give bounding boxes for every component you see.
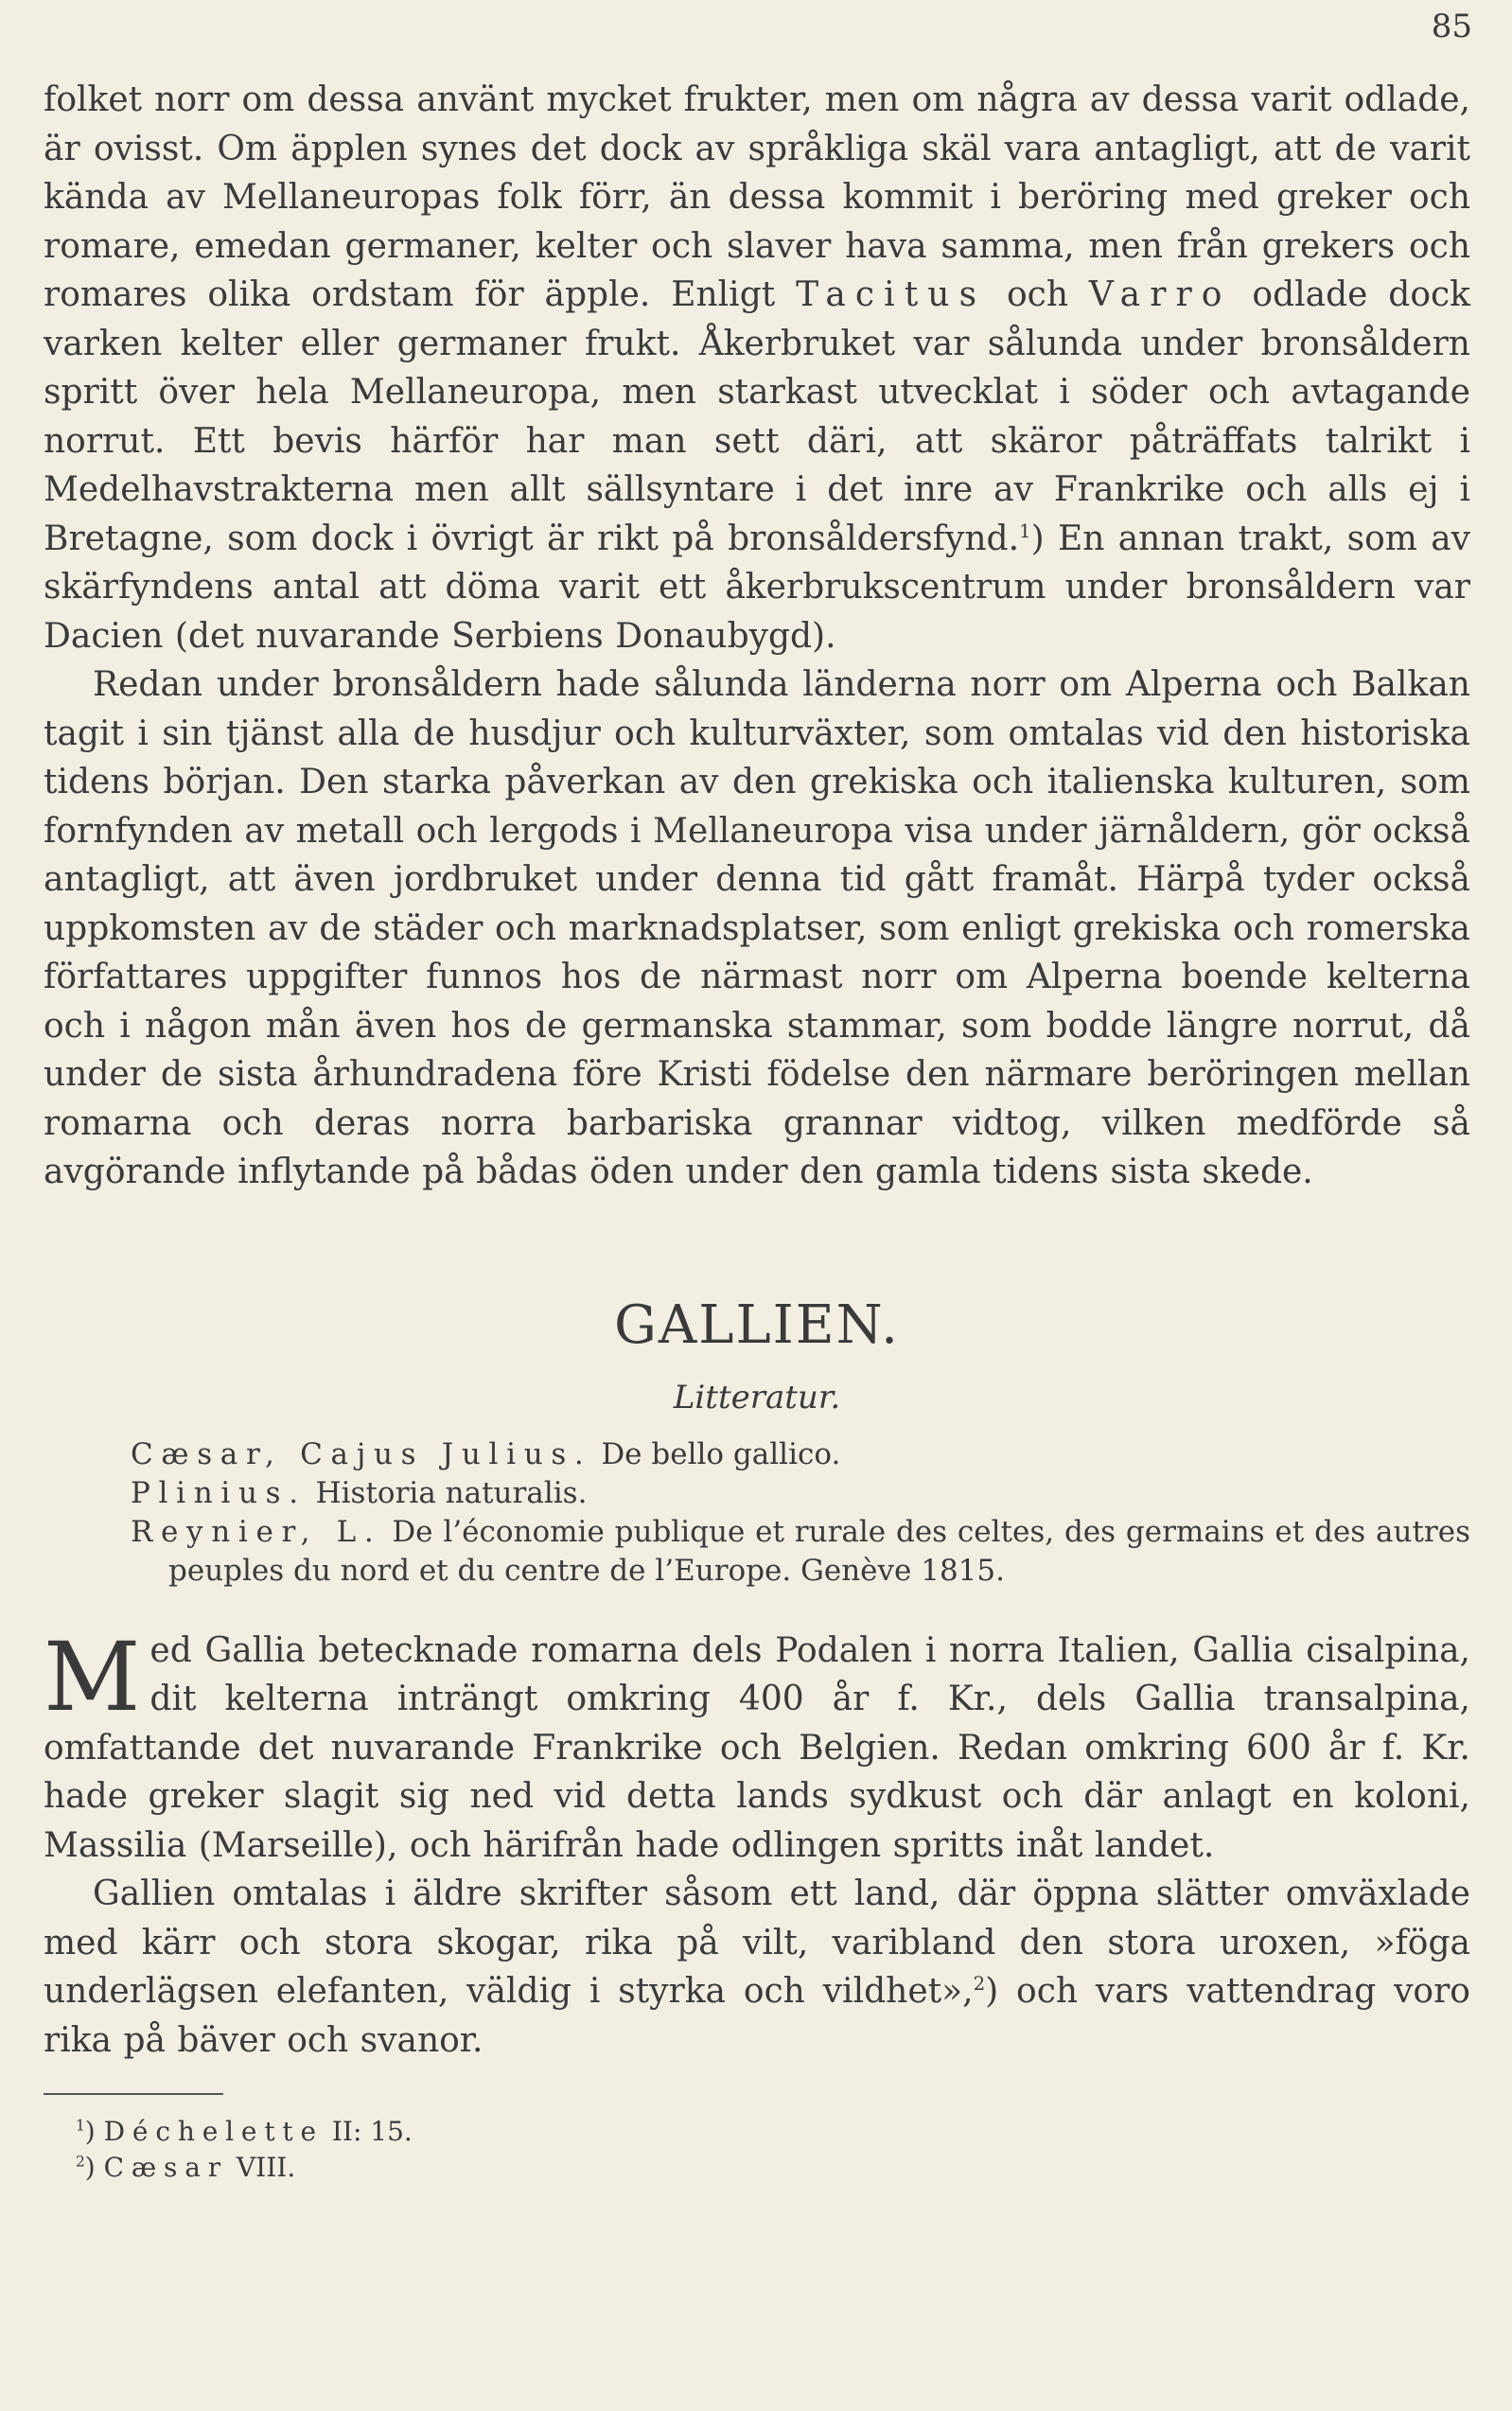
footnote-divider [44,2093,223,2095]
author-tacitus: Tacitus [796,275,987,314]
literature-heading: Litteratur. [673,1378,841,1417]
footnote-item: $^2$) Cæsar VIII. [76,2152,296,2183]
page-number: 85 [1431,8,1472,45]
reference-item [131,1513,1470,1591]
footnote-ref-1: 1 [1019,519,1031,542]
author-varro: Varro [1088,275,1232,314]
intro-text-c: ) En annan trakt, som av skärfyndens antal att döma varit ett åkerbrukscentrum under bronsåldern var Dacien (det nuvarande Serbiens Donaubygd). [44,519,1470,656]
gallia-paragraph-1-text: ed Gallia betecknade romarna dels Podalen i norra Italien, Gallia cisalpina, dit kelterna inträngt omkring 400 år f. Kr., dels Gallia transalpina, omfattande det nuvarande Frankrike och Belgien. Redan omkring 600 år f. Kr. hade greker slagit sig ned vid detta lands sydkust och där anlagt en koloni, Massilia (Marseille), och härifrån hade odlingen spritts inåt landet. [44,1630,1470,1865]
gallia-paragraph-2-text-a: Gallien omtalas i äldre skrifter såsom ett land, där öppna slätter omväxlade med kärr och stora skogar, rika på vilt, varibland den stora uroxen, »föga underlägsen elefanten, väldig i styrka och vildhet», [44,1874,1470,2011]
footnote-source: Cæsar [103,2152,229,2183]
section-title: GALLIEN. [614,1293,900,1356]
reference-work: Historia naturalis. [315,1475,588,1510]
intro-text-b: odlade dock varken kelter eller germaner frukt. Åkerbruket var sålunda under bronsåldern spritt över hela Mellaneuropa, men starkast utvecklat i söder och avtagande norrut. Ett bevis härför har man sett däri, att skäror påträffats talrikt i Medelhavstrakterna men allt sällsyntare i det inre av Frankrike och alls ej i Bretagne, som dock i övrigt är rikt på bronsåldersfynd. [44,275,1470,558]
reference-item [131,1474,1470,1513]
reference-work: De bello gallico. [601,1436,841,1471]
gallia-paragraph-2 [44,1870,1470,2065]
footnote-item: $^1$) Déchelette II: 15. [76,2116,413,2147]
footnote-source: Déchelette [103,2116,324,2147]
footnote-detail: VIII. [236,2152,296,2183]
footnotes [76,2114,1470,2186]
reference-author: Plinius. [131,1475,307,1510]
drop-cap: M [44,1621,141,1733]
intro-paragraph-2: Redan under bronsåldern hade sålunda länderna norr om Alperna och Balkan tagit i sin tjänst alla de husdjur och kulturväxter, som omtalas vid den historiska tidens början. Den starka påverkan av den grekiska och italienska kulturen, som fornfynden av metall och lergods i Mellaneuropa visa under järnåldern, gör också antagligt, att även jordbruket under denna tid gått framåt. Härpå tyder också uppkomsten av de städer och marknadsplatser, som enligt grekiska och romerska författares uppgifter funnos hos de närmast norr om Alperna boende kelterna och i någon mån även hos de germanska stammar, som bodde längre norrut, då under de sista århundradena före Kristi födelse den närmare beröringen mellan romarna och deras norra barbariska grannar vidtog, vilken medförde så avgörande inflytande på bådas öden under den gamla tidens sista skede. [44,665,1470,1191]
reference-work: De l’économie publique et rurale des celtes, des germains et des autres peuples du nord et du centre de l’Europe. Genève 1815. [168,1514,1471,1588]
gallia-paragraph-2-text-b: ) och vars vattendrag voro rika på bäver och svanor. [44,1972,1470,2060]
reference-author: Reynier, L. [131,1514,382,1549]
reference-item [131,1435,1470,1474]
reference-list [131,1435,1470,1591]
footnote-mark: 2 [76,2153,85,2171]
footnote-mark: 1 [76,2117,85,2135]
reference-author: Cæsar, Cajus Julius. [131,1436,592,1471]
page-body [44,76,1470,2186]
footnote-detail: II: 15. [331,2116,413,2147]
intro-paragraph-1 [44,76,1470,660]
gallia-paragraph-1 [44,1621,1470,1871]
footnote-ref-2: 2 [973,1973,986,1995]
intro-text-och: och [1006,275,1069,314]
gallia-text [44,1621,1470,2066]
intro-text-a: folket norr om dessa använt mycket frukter, men om några av dessa varit odlade, är ovisst. Om äpplen synes det dock av språkliga skäl vara antagligt, att de varit kända av Mellaneuropas folk förr, än dessa kommit i beröring med greker och romare, emedan germaner, kelter och slaver hava samma, men från grekers och romares olika ordstam för äpple. Enligt [44,80,1470,314]
